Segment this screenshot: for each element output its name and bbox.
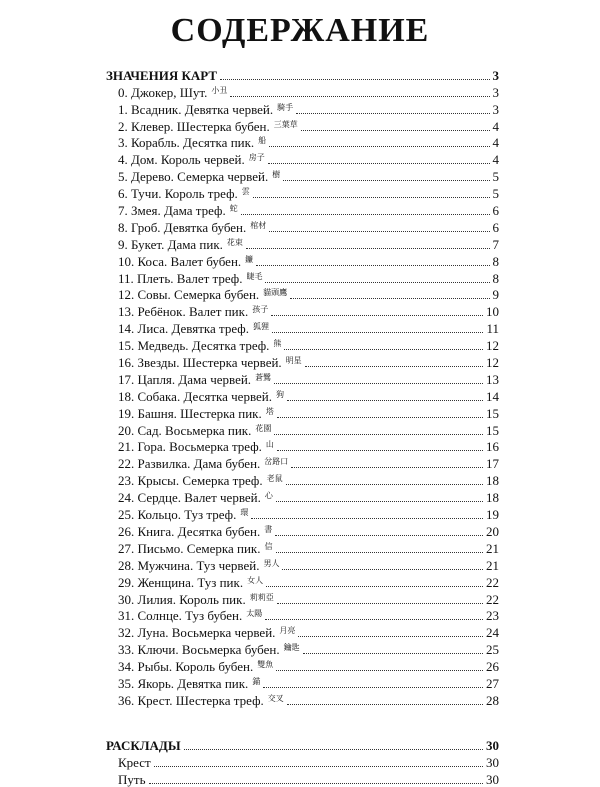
entry-title: 35. Якорь. Девятка пик.: [118, 675, 249, 691]
dot-leader: [265, 282, 489, 283]
dot-leader: [251, 518, 483, 519]
entry-page-number: 4: [492, 152, 499, 168]
entry-title: 18. Собака. Десятка червей.: [118, 388, 272, 404]
toc-entry[interactable]: [106, 657, 499, 674]
entry-title: 10. Коса. Валет бубен.: [118, 253, 242, 269]
entry-hanzi: 雲: [241, 187, 250, 197]
entry-hanzi: 岔路口: [264, 457, 289, 467]
entry-page-number: 4: [492, 118, 499, 134]
dot-leader: [256, 265, 489, 266]
entry-hanzi: 房子: [248, 153, 265, 163]
toc-section-heading[interactable]: [106, 736, 499, 753]
dot-leader: [265, 619, 483, 620]
entry-page-number: 15: [486, 422, 499, 438]
toc-entry[interactable]: [106, 640, 499, 657]
toc-entry[interactable]: [106, 505, 499, 522]
dot-leader: [271, 315, 483, 316]
entry-hanzi: 信: [264, 541, 273, 551]
entry-page-number: 3: [492, 84, 499, 100]
dot-leader: [287, 400, 483, 401]
toc-entry[interactable]: [106, 753, 499, 770]
entry-title: 30. Лилия. Король пик.: [118, 591, 246, 607]
entry-title: 5. Дерево. Семерка червей.: [118, 169, 269, 185]
entry-hanzi: 鑰匙: [283, 643, 300, 653]
entry-hanzi: 太陽: [246, 609, 263, 619]
entry-hanzi: 月亮: [279, 626, 296, 636]
entry-title: 9. Букет. Дама пик.: [118, 236, 223, 252]
entry-hanzi: 蒼鷺: [255, 372, 272, 382]
toc-entry[interactable]: [106, 286, 499, 303]
entry-title: 2. Клевер. Шестерка бубен.: [118, 118, 270, 134]
toc-entry[interactable]: [106, 83, 499, 100]
dot-leader: [266, 586, 483, 587]
entry-hanzi: 錨: [252, 676, 261, 686]
dot-leader: [230, 96, 489, 97]
entry-title: 32. Луна. Восьмерка червей.: [118, 625, 276, 641]
toc-entry[interactable]: [106, 201, 499, 218]
toc-entry[interactable]: [106, 302, 499, 319]
toc-entry[interactable]: [106, 674, 499, 691]
entry-page-number: 3: [492, 101, 499, 117]
toc-entry[interactable]: [106, 117, 499, 134]
toc-entry[interactable]: [106, 522, 499, 539]
dot-leader: [283, 180, 489, 181]
entry-page-number: 30: [486, 754, 499, 770]
entry-title: 22. Развилка. Дама бубен.: [118, 456, 261, 472]
entry-hanzi: 雙魚: [257, 660, 274, 670]
entry-page-number: 22: [486, 574, 499, 590]
entry-page-number: 26: [486, 659, 499, 675]
entry-page-number: 12: [486, 338, 499, 354]
entry-title: 3. Корабль. Десятка пик.: [118, 135, 255, 151]
entry-page-number: 24: [486, 625, 499, 641]
entry-title: 7. Змея. Дама треф.: [118, 203, 226, 219]
entry-hanzi: 心: [264, 491, 273, 501]
dot-leader: [276, 552, 484, 553]
entry-page-number: 8: [492, 270, 499, 286]
dot-leader: [253, 197, 490, 198]
section-gap: [106, 708, 499, 736]
dot-leader: [301, 130, 490, 131]
entry-hanzi: 睫毛: [246, 271, 263, 281]
entry-title: 15. Медведь. Десятка треф.: [118, 338, 270, 354]
dot-leader: [154, 766, 483, 767]
entry-page-number: 19: [486, 507, 499, 523]
entry-title: 20. Сад. Восьмерка пик.: [118, 422, 252, 438]
entry-page-number: 8: [492, 253, 499, 269]
entry-page-number: 18: [486, 473, 499, 489]
section-page-number: 30: [486, 737, 499, 753]
entry-title: 14. Лиса. Девятка треф.: [118, 321, 249, 337]
toc-entry[interactable]: [106, 438, 499, 455]
dot-leader: [276, 670, 483, 671]
entry-title: 21. Гора. Восьмерка треф.: [118, 439, 262, 455]
entry-title: 8. Гроб. Девятка бубен.: [118, 219, 247, 235]
toc-entry[interactable]: [106, 167, 499, 184]
toc-entry[interactable]: [106, 218, 499, 235]
toc-entry[interactable]: [106, 421, 499, 438]
toc-entry[interactable]: [106, 184, 499, 201]
entry-title: 33. Ключи. Восьмерка бубен.: [118, 642, 280, 658]
dot-leader: [298, 636, 483, 637]
dot-leader: [275, 535, 483, 536]
entry-page-number: 25: [486, 642, 499, 658]
entry-title: 26. Книга. Десятка бубен.: [118, 523, 261, 539]
entry-title: 1. Всадник. Девятка червей.: [118, 101, 274, 117]
toc-entry[interactable]: [106, 556, 499, 573]
entry-title: 24. Сердце. Валет червей.: [118, 490, 261, 506]
entry-hanzi: 貓頭鷹: [263, 288, 288, 298]
dot-leader: [246, 248, 490, 249]
entry-page-number: 4: [492, 135, 499, 151]
entry-page-number: 27: [486, 675, 499, 691]
entry-page-number: 11: [486, 321, 499, 337]
entry-hanzi: 蛇: [229, 204, 238, 214]
entry-title: 31. Солнце. Туз бубен.: [118, 608, 243, 624]
entry-hanzi: 塔: [265, 406, 274, 416]
entry-page-number: 10: [486, 304, 499, 320]
dot-leader: [274, 383, 483, 384]
entry-hanzi: 騎手: [277, 102, 294, 112]
entry-page-number: 6: [492, 203, 499, 219]
entry-title: Крест: [118, 754, 151, 770]
dot-leader: [268, 163, 490, 164]
dot-leader: [296, 113, 489, 114]
entry-title: 16. Звезды. Шестерка червей.: [118, 355, 282, 371]
entry-page-number: 9: [492, 287, 499, 303]
entry-title: 19. Башня. Шестерка пик.: [118, 405, 262, 421]
entry-page-number: 28: [486, 692, 499, 708]
toc-entry[interactable]: [106, 691, 499, 708]
entry-page-number: 18: [486, 490, 499, 506]
dot-leader: [305, 366, 483, 367]
entry-hanzi: 男人: [263, 558, 280, 568]
dot-leader: [290, 298, 489, 299]
entry-hanzi: 三葉草: [273, 119, 298, 129]
toc-entry[interactable]: [106, 590, 499, 607]
toc-entry[interactable]: [106, 150, 499, 167]
entry-hanzi: 孩子: [252, 305, 269, 315]
entry-page-number: 14: [486, 388, 499, 404]
dot-leader: [303, 653, 483, 654]
entry-page-number: 16: [486, 439, 499, 455]
dot-leader: [277, 450, 483, 451]
entry-hanzi: 交叉: [267, 693, 284, 703]
section-page-number: 3: [492, 67, 499, 83]
entry-title: 0. Джокер, Шут.: [118, 84, 208, 100]
dot-leader: [277, 417, 483, 418]
entry-title: 11. Плеть. Валет треф.: [118, 270, 243, 286]
entry-hanzi: 小丑: [211, 85, 228, 95]
entry-hanzi: 狗: [275, 389, 284, 399]
entry-title: 12. Совы. Семерка бубен.: [118, 287, 260, 303]
dot-leader: [149, 783, 484, 784]
toc-entry[interactable]: [106, 488, 499, 505]
dot-leader: [286, 484, 483, 485]
entry-page-number: 17: [486, 456, 499, 472]
entry-title: 34. Рыбы. Король бубен.: [118, 659, 254, 675]
entry-hanzi: 書: [264, 524, 273, 534]
entry-title: 17. Цапля. Дама червей.: [118, 371, 252, 387]
toc-entry[interactable]: [106, 235, 499, 252]
entry-page-number: 22: [486, 591, 499, 607]
entry-title: 27. Письмо. Семерка пик.: [118, 540, 261, 556]
toc-entry[interactable]: [106, 370, 499, 387]
entry-title: 6. Тучи. Король треф.: [118, 186, 238, 202]
toc-entry[interactable]: [106, 100, 499, 117]
toc-entry[interactable]: [106, 134, 499, 151]
toc-entry[interactable]: [106, 336, 499, 353]
entry-hanzi: 船: [258, 136, 267, 146]
entry-hanzi: 花束: [226, 237, 243, 247]
page-title: СОДЕРЖАНИЕ: [170, 12, 430, 49]
entry-title: 4. Дом. Король червей.: [118, 152, 245, 168]
entry-title: 25. Кольцо. Туз треф.: [118, 507, 237, 523]
toc-entry[interactable]: [106, 623, 499, 640]
toc-entry[interactable]: [106, 454, 499, 471]
toc-entry[interactable]: [106, 387, 499, 404]
entry-hanzi: 樹: [272, 170, 281, 180]
dot-leader: [284, 349, 483, 350]
dot-leader: [282, 569, 483, 570]
entry-page-number: 15: [486, 405, 499, 421]
entry-hanzi: 鐮: [245, 254, 254, 264]
entry-hanzi: 明星: [285, 356, 302, 366]
entry-page-number: 21: [486, 557, 499, 573]
dot-leader: [291, 467, 483, 468]
dot-leader: [269, 231, 489, 232]
toc-entry[interactable]: [106, 770, 499, 787]
dot-leader: [272, 332, 483, 333]
entry-hanzi: 棺材: [250, 220, 267, 230]
toc-section-heading[interactable]: [106, 66, 499, 83]
section-title: ЗНАЧЕНИЯ КАРТ: [106, 67, 218, 83]
entry-hanzi: 山: [265, 440, 274, 450]
toc-entry[interactable]: [106, 353, 499, 370]
dot-leader: [220, 79, 489, 80]
section-title: РАСКЛАДЫ: [106, 737, 181, 753]
entry-title: 28. Мужчина. Туз червей.: [118, 557, 260, 573]
entry-page-number: 13: [486, 371, 499, 387]
entry-hanzi: 環: [240, 508, 249, 518]
entry-page-number: 30: [486, 771, 499, 787]
toc-entry[interactable]: [106, 573, 499, 590]
entry-page-number: 6: [492, 219, 499, 235]
entry-page-number: 7: [492, 236, 499, 252]
toc-entry[interactable]: [106, 252, 499, 269]
entry-page-number: 21: [486, 540, 499, 556]
toc-entry[interactable]: [106, 404, 499, 421]
dot-leader: [277, 603, 483, 604]
toc-entry[interactable]: [106, 471, 499, 488]
entry-hanzi: 老鼠: [266, 474, 283, 484]
entry-page-number: 5: [492, 186, 499, 202]
toc-entry[interactable]: [106, 607, 499, 624]
entry-title: 36. Крест. Шестерка треф.: [118, 692, 264, 708]
entry-page-number: 20: [486, 523, 499, 539]
toc-entry[interactable]: [106, 319, 499, 336]
entry-page-number: 5: [492, 169, 499, 185]
dot-leader: [274, 434, 483, 435]
toc-entry[interactable]: [106, 539, 499, 556]
dot-leader: [263, 687, 483, 688]
table-of-contents: [106, 66, 499, 787]
entry-title: Путь: [118, 771, 146, 787]
toc-entry[interactable]: [106, 269, 499, 286]
dot-leader: [287, 704, 483, 705]
entry-hanzi: 熊: [273, 339, 282, 349]
entry-hanzi: 莉莉亞: [249, 592, 274, 602]
dot-leader: [241, 214, 490, 215]
entry-page-number: 23: [486, 608, 499, 624]
entry-page-number: 12: [486, 355, 499, 371]
entry-hanzi: 女人: [247, 575, 264, 585]
entry-title: 29. Женщина. Туз пик.: [118, 574, 244, 590]
entry-title: 13. Ребёнок. Валет пик.: [118, 304, 249, 320]
dot-leader: [276, 501, 483, 502]
dot-leader: [269, 146, 489, 147]
entry-hanzi: 狐狸: [252, 322, 269, 332]
entry-hanzi: 花園: [255, 423, 272, 433]
entry-title: 23. Крысы. Семерка треф.: [118, 473, 263, 489]
